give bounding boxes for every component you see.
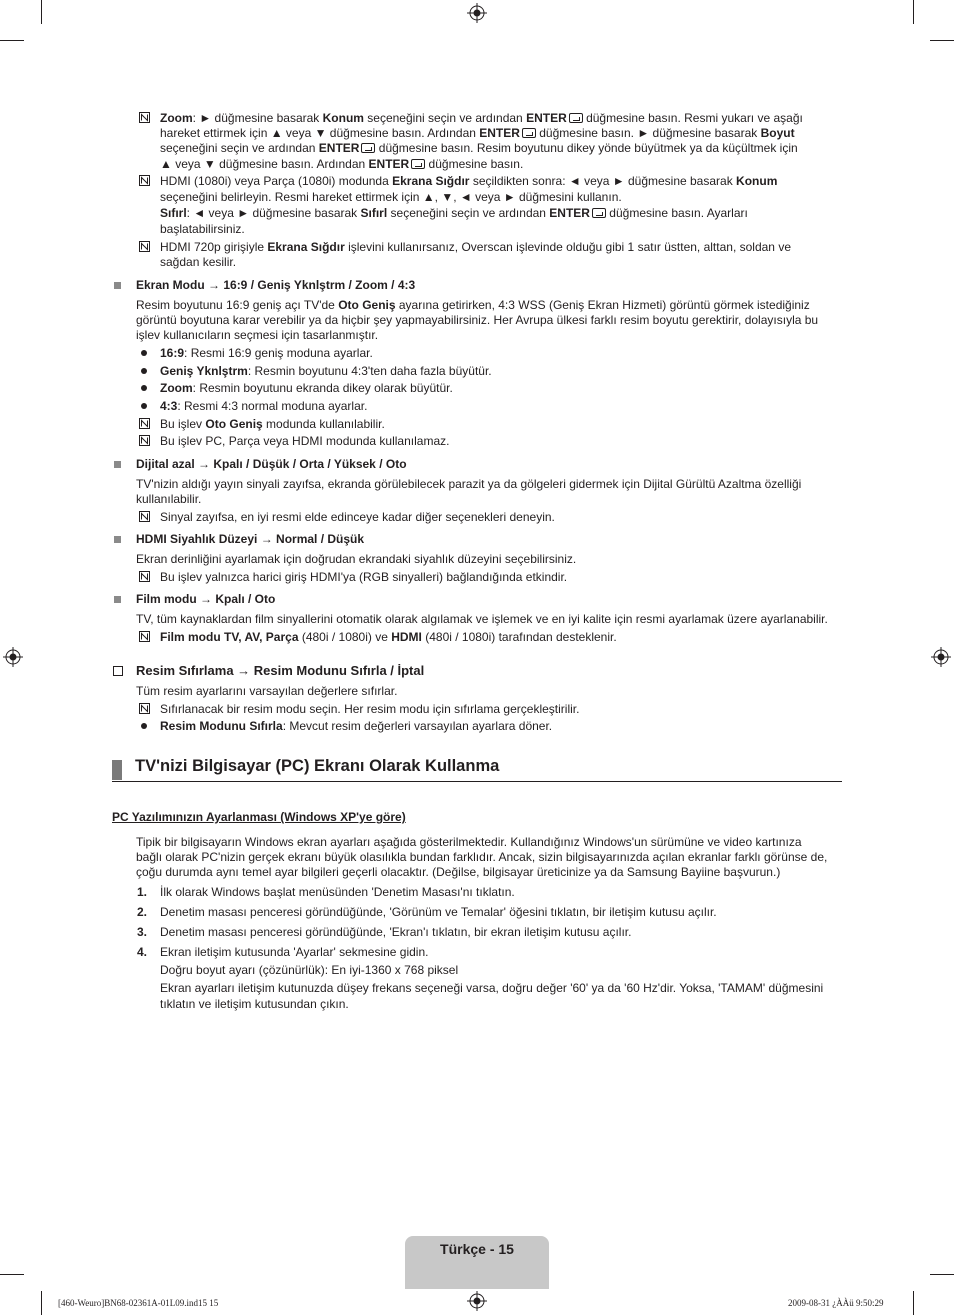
- enter-icon: [569, 113, 583, 123]
- step-text: Ekran iletişim kutusunda 'Ayarlar' sekmesine gidin.: [160, 945, 429, 959]
- step-number: 1.: [137, 885, 148, 899]
- note-icon: [139, 631, 150, 642]
- enter-icon: [411, 159, 425, 169]
- checkbox-bullet-icon: [113, 666, 123, 676]
- ekran-modu-title: Ekran Modu → 16:9 / Geniş Yknlştrm / Zoom / 4:3: [136, 278, 416, 292]
- note-icon: [139, 571, 150, 582]
- zoom-note-line2: hareket ettirmek için ▲ veya ▼ düğmesine basın. Ardından ENTER düğmesine basın. ► düğmesine basarak Boyut: [160, 126, 795, 140]
- sub-heading: PC Yazılımınızın Ayarlanması (Windows XP'ye göre): [112, 810, 406, 824]
- enter-icon: [592, 208, 606, 218]
- bullet-dot: [141, 385, 147, 391]
- step-text: Doğru boyut ayarı (çözünürlük): En iyi-1360 x 768 piksel: [160, 963, 459, 977]
- step-text: Denetim masası penceresi göründüğünde, 'Görünüm ve Temalar' öğesini tıklatın, bir iletişim kutusu açılır.: [160, 905, 717, 919]
- list-item: Geniş Yknlştrm: Resmin boyutunu 4:3'ten daha fazla büyütür.: [160, 364, 492, 378]
- note-icon: [139, 241, 150, 252]
- reset-para: Tüm resim ayarlarını varsayılan değerlere sıfırlar.: [136, 684, 398, 698]
- hdmi-note-line3: Sıfırl: ◄ veya ► düğmesine basarak Sıfırl seçeneğini seçin ve ardından ENTER düğmesine basın. Ayarları: [160, 206, 748, 220]
- note-text: Bu işlev Oto Geniş modunda kullanılabilir.: [160, 417, 385, 431]
- section-heading: TV'nizi Bilgisayar (PC) Ekranı Olarak Kullanma: [135, 757, 500, 775]
- list-item: Resim Modunu Sıfırla: Mevcut resim değerleri varsayılan ayarlara döner.: [160, 719, 553, 733]
- section-marker: [112, 760, 122, 780]
- list-item: 4:3: Resmi 4:3 normal moduna ayarlar.: [160, 399, 368, 413]
- ekran-modu-para: Resim boyutunu 16:9 geniş açı TV'de Oto Geniş ayarına getirirken, 4:3 WSS (Geniş Ekran Hizmeti) görüntü görmek istediğiniz: [136, 298, 810, 312]
- hdmi-note-line4: başlatabilirsiniz.: [160, 222, 245, 236]
- dijital-title: Dijital azal → Kpalı / Düşük / Orta / Yüksek / Oto: [136, 457, 407, 471]
- section-bullet: [114, 596, 121, 603]
- section-bullet: [114, 536, 121, 543]
- enter-icon: [522, 128, 536, 138]
- step-text: tıklatın ve iletişim kutusundan çıkın.: [160, 997, 349, 1011]
- registration-mark-icon: [467, 3, 487, 23]
- section-bullet: [114, 461, 121, 468]
- hdmi-note-line1: HDMI (1080i) veya Parça (1080i) modunda Ekrana Sığdır seçildikten sonra: ◄ veya ► düğmesine basarak Konum: [160, 174, 778, 188]
- heading-rule: [112, 781, 842, 782]
- dijital-para: TV'nizin aldığı yayın sinyali zayıfsa, ekranda görülebilecek parazit ya da gölgeleri gidermek için Dijital Gürültü Azaltma özelliği: [136, 477, 802, 491]
- list-item: 16:9: Resmi 16:9 geniş moduna ayarlar.: [160, 346, 373, 360]
- list-item: Zoom: Resmin boyutunu ekranda dikey olarak büyütür.: [160, 381, 453, 395]
- pc-para: Tipik bir bilgisayarın Windows ekran ayarları aşağıda gösterilmektedir. Kullandığınız Windows'un sürümüne ve video kartınıza: [136, 835, 802, 849]
- bullet-dot: [141, 723, 147, 729]
- page-number: Türkçe - 15: [440, 1241, 514, 1257]
- bullet-dot: [141, 368, 147, 374]
- hdmi720-note-line2: sağdan kesilir.: [160, 255, 237, 269]
- step-number: 2.: [137, 905, 148, 919]
- pc-para: çoğu durumda aynı temel ayar bilgileri geçerli olacaktır. (Değilse, bilgisayar üreticinize ya da Samsung Bayiine başvurun.): [136, 865, 781, 879]
- note-text: Bu işlev yalnızca harici giriş HDMI'ya (RGB sinyalleri) bağlandığında etkindir.: [160, 570, 568, 584]
- note-text: Film modu TV, AV, Parça (480i / 1080i) ve HDMI (480i / 1080i) tarafından desteklenir.: [160, 630, 617, 644]
- crop-mark: [913, 0, 914, 24]
- note-icon: [139, 418, 150, 429]
- film-title: Film modu → Kpalı / Oto: [136, 592, 276, 606]
- crop-mark: [0, 1274, 24, 1275]
- note-text: Sinyal zayıfsa, en iyi resmi elde edinceye kadar diğer seçenekleri deneyin.: [160, 510, 555, 524]
- dijital-para: kullanılabilir.: [136, 492, 202, 506]
- note-icon: [139, 435, 150, 446]
- zoom-note-line1: Zoom: ► düğmesine basarak Konum seçeneğini seçin ve ardından ENTER düğmesine basın. Resmi yukarı ve aşağı: [160, 111, 803, 125]
- note-text: Sıfırlanacak bir resim modu seçin. Her resim modu için sıfırlama gerçekleştirilir.: [160, 702, 580, 716]
- ekran-modu-para: görüntü boyutuna karar verebilir ya da hiçbir şey yapmayabilirsiniz. Her Avrupa ülkesi farklı resim boyutu gerektirir, dolayısıyla bu: [136, 313, 819, 327]
- note-icon: [139, 112, 150, 123]
- crop-mark: [930, 40, 954, 41]
- bullet-dot: [141, 403, 147, 409]
- hdmi-siyah-title: HDMI Siyahlık Düzeyi → Normal / Düşük: [136, 532, 365, 546]
- registration-mark-icon: [931, 647, 951, 667]
- step-number: 4.: [137, 945, 148, 959]
- hdmi-note-line2: seçeneğini belirleyin. Resmi hareket ettirmek için ▲, ▼, ◄ veya ► düğmesini kullanın.: [160, 190, 622, 204]
- hdmi-siyah-para: Ekran derinliğini ayarlamak için doğrudan ekrandaki siyahlık düzeyini seçebilirsiniz.: [136, 552, 577, 566]
- pc-para: bağlı olarak PC'nizin gerçek ekranı büyük olasılıkla bundan farklıdır. Ancak, sizin bilgisayarınızda açılan ekranlar farklı görünse de,: [136, 850, 828, 864]
- note-icon: [139, 703, 150, 714]
- reset-title: Resim Sıfırlama → Resim Modunu Sıfırla / İptal: [136, 663, 425, 678]
- note-icon: [139, 175, 150, 186]
- crop-mark: [41, 1291, 42, 1315]
- ekran-modu-para: işlev kullanıcıların seçmesi için tasarlanmıştır.: [136, 328, 379, 342]
- note-text: Bu işlev PC, Parça veya HDMI modunda kullanılamaz.: [160, 434, 450, 448]
- zoom-note-line3: seçeneğini seçin ve ardından ENTER düğmesine basın. Resim boyutunu dikey yönde büyütmek ya da küçültmek için: [160, 141, 798, 155]
- step-text: İlk olarak Windows başlat menüsünden 'Denetim Masası'nı tıklatın.: [160, 885, 515, 899]
- bullet-dot: [141, 350, 147, 356]
- registration-mark-icon: [467, 1291, 487, 1311]
- crop-mark: [0, 40, 24, 41]
- file-info: [460-Weuro]BN68-02361A-01L09.ind15 15: [58, 1298, 219, 1308]
- crop-mark: [913, 1291, 914, 1315]
- note-icon: [139, 511, 150, 522]
- zoom-note-line4: ▲ veya ▼ düğmesine basın. Ardından ENTER düğmesine basın.: [160, 157, 524, 171]
- crop-mark: [930, 1274, 954, 1275]
- crop-mark: [41, 0, 42, 24]
- enter-icon: [361, 143, 375, 153]
- film-para: TV, tüm kaynaklardan film sinyallerini otomatik olarak algılamak ve işlemek ve en iyi kalite için resmi ayarlamak üzere ayarlanabilir.: [136, 612, 828, 626]
- print-timestamp: 2009-08-31 ¿ÀÀü 9:50:29: [788, 1298, 884, 1308]
- step-number: 3.: [137, 925, 148, 939]
- section-bullet: [114, 282, 121, 289]
- step-text: Ekran ayarları iletişim kutunuzda düşey frekans seçeneği varsa, doğru değer '60' ya da '60 Hz'dir. Yoksa, 'TAMAM' düğmesini: [160, 981, 824, 995]
- hdmi720-note-line1: HDMI 720p girişiyle Ekrana Sığdır işlevini kullanırsanız, Overscan işlevinde olduğu gibi 1 satır üstten, alttan, soldan ve: [160, 240, 791, 254]
- step-text: Denetim masası penceresi göründüğünde, 'Ekran'ı tıklatın, bir ekran iletişim kutusu açılır.: [160, 925, 632, 939]
- registration-mark-icon: [3, 647, 23, 667]
